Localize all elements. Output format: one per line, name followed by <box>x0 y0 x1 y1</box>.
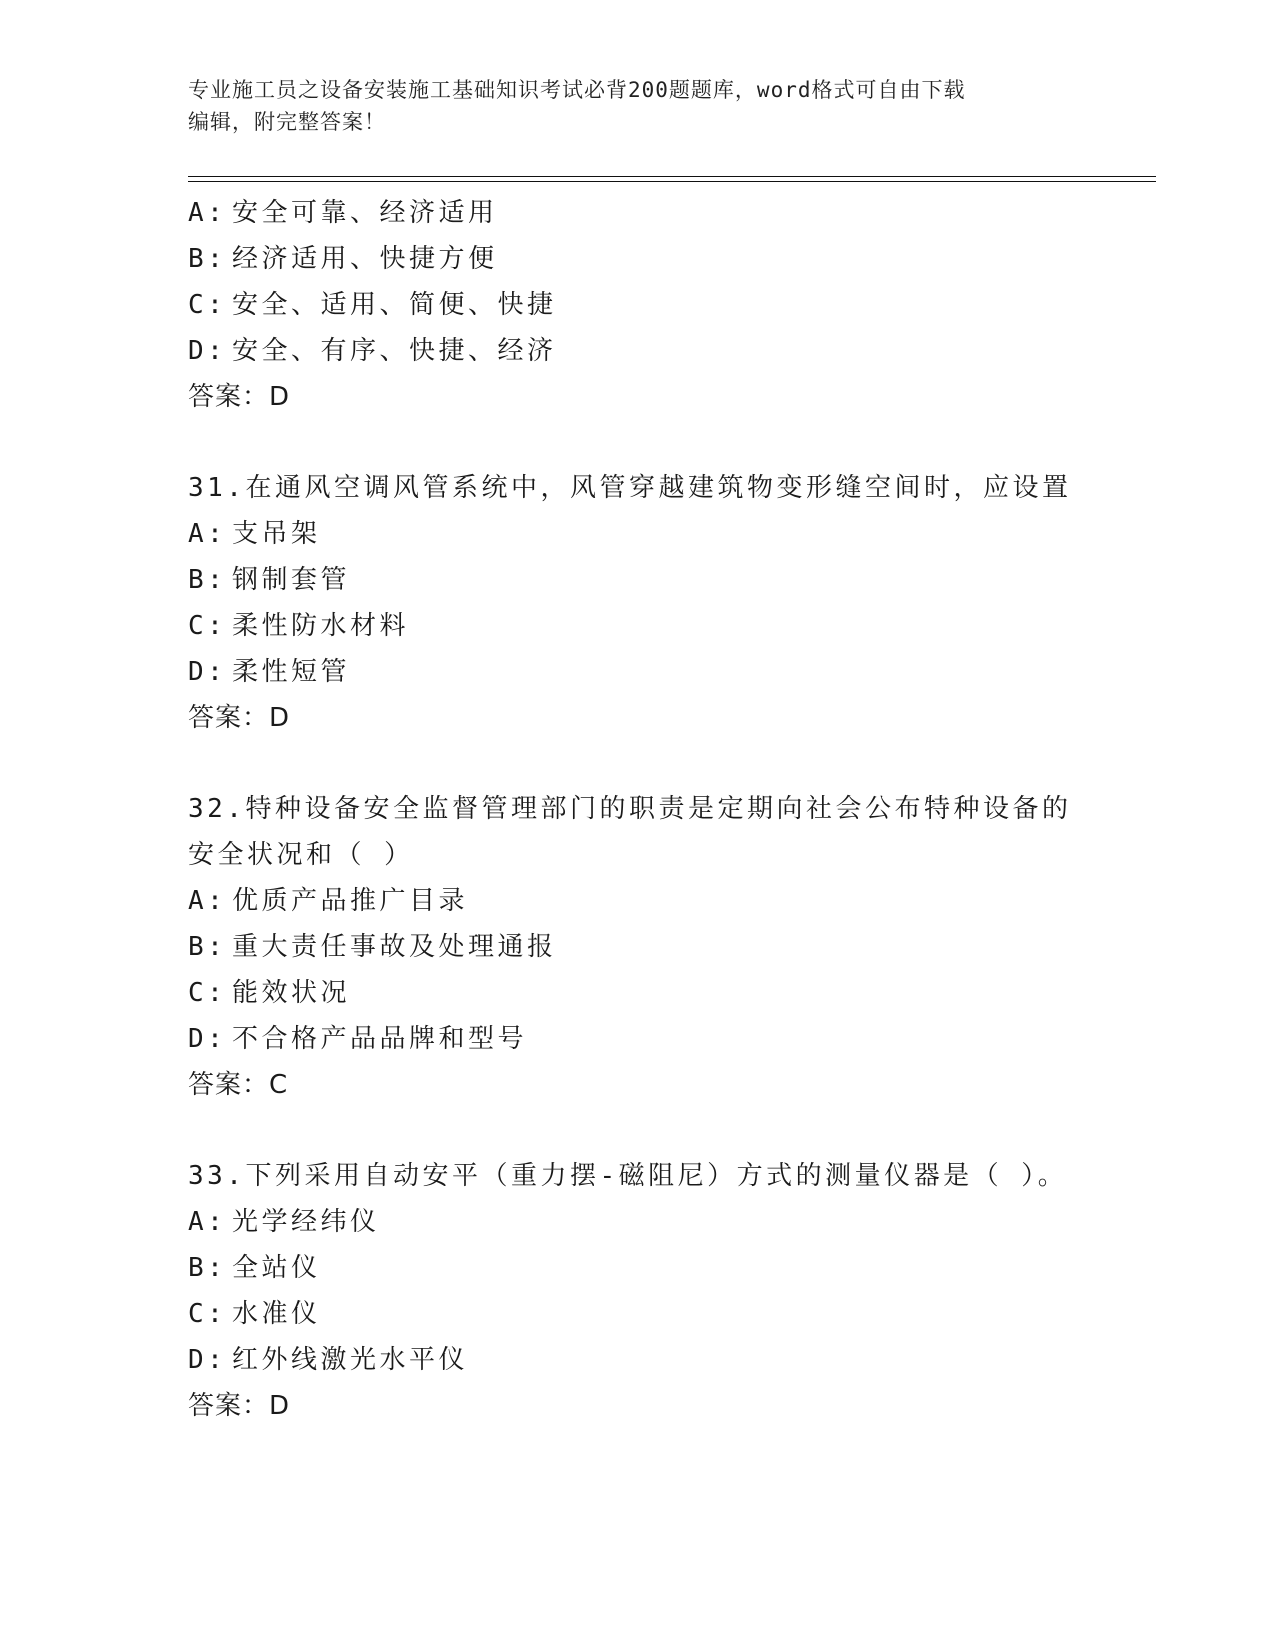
question-list <box>188 190 1148 1429</box>
answer-line: 答案：C <box>188 1070 289 1100</box>
option-letter: A: <box>188 1207 227 1237</box>
spacer <box>188 420 1148 465</box>
option-text: 支吊架 <box>232 519 321 549</box>
option-text: 柔性防水材料 <box>232 611 410 641</box>
answer-line: 答案：D <box>188 1391 291 1421</box>
option-letter: A: <box>188 198 227 228</box>
option-a <box>188 878 1148 924</box>
option-text: 能效状况 <box>232 978 351 1008</box>
option-c <box>188 1291 1148 1337</box>
answer-line: 答案：D <box>188 382 291 412</box>
option-d <box>188 328 1148 374</box>
option-text: 优质产品推广目录 <box>232 886 469 916</box>
option-text: 水准仪 <box>232 1299 321 1329</box>
option-c <box>188 603 1148 649</box>
option-text: 经济适用、快捷方便 <box>232 244 498 274</box>
option-text: 不合格产品品牌和型号 <box>232 1024 528 1054</box>
question-block-continued <box>188 190 1148 420</box>
header-title-line-1: 专业施工员之设备安装施工基础知识考试必背200题题库，word格式可自由下载 <box>188 78 966 102</box>
question-block-33 <box>188 1153 1148 1429</box>
option-d <box>188 1337 1148 1383</box>
option-text: 重大责任事故及处理通报 <box>232 932 557 962</box>
question-block-31 <box>188 465 1148 741</box>
option-d <box>188 649 1148 695</box>
option-text: 钢制套管 <box>232 565 351 595</box>
option-letter: A: <box>188 519 227 549</box>
option-a <box>188 511 1148 557</box>
option-a <box>188 190 1148 236</box>
option-letter: B: <box>188 1253 227 1283</box>
option-letter: D: <box>188 1345 227 1375</box>
question-block-32 <box>188 786 1148 1108</box>
question-stem: 33.下列采用自动安平（重力摆-磁阻尼）方式的测量仪器是（ ）。 <box>188 1161 1068 1191</box>
spacer <box>188 741 1148 786</box>
option-a <box>188 1199 1148 1245</box>
spacer <box>188 1108 1148 1153</box>
header-divider-top <box>188 176 1156 177</box>
header-title-line-2: 编辑，附完整答案！ <box>188 110 386 134</box>
question-stem: 31.在通风空调风管系统中，风管穿越建筑物变形缝空间时，应设置 <box>188 473 1072 503</box>
option-letter: C: <box>188 611 227 641</box>
header-divider-bottom <box>188 181 1156 182</box>
option-text: 安全可靠、经济适用 <box>232 198 498 228</box>
option-text: 安全、有序、快捷、经济 <box>232 336 557 366</box>
option-text: 安全、适用、简便、快捷 <box>232 290 557 320</box>
option-b <box>188 236 1148 282</box>
option-text: 全站仪 <box>232 1253 321 1283</box>
option-letter: C: <box>188 978 227 1008</box>
option-c <box>188 282 1148 328</box>
option-c <box>188 970 1148 1016</box>
option-text: 光学经纬仪 <box>232 1207 380 1237</box>
option-letter: C: <box>188 290 227 320</box>
option-letter: B: <box>188 932 227 962</box>
option-b <box>188 557 1148 603</box>
option-b <box>188 924 1148 970</box>
option-letter: C: <box>188 1299 227 1329</box>
option-letter: B: <box>188 565 227 595</box>
option-d <box>188 1016 1148 1062</box>
question-stem: 32.特种设备安全监督管理部门的职责是定期向社会公布特种设备的安全状况和（ ） <box>188 794 1072 870</box>
option-letter: D: <box>188 336 227 366</box>
option-letter: B: <box>188 244 227 274</box>
option-letter: D: <box>188 657 227 687</box>
option-letter: D: <box>188 1024 227 1054</box>
option-text: 红外线激光水平仪 <box>232 1345 469 1375</box>
document-header <box>188 74 1088 138</box>
answer-line: 答案：D <box>188 703 291 733</box>
option-b <box>188 1245 1148 1291</box>
option-letter: A: <box>188 886 227 916</box>
option-text: 柔性短管 <box>232 657 351 687</box>
